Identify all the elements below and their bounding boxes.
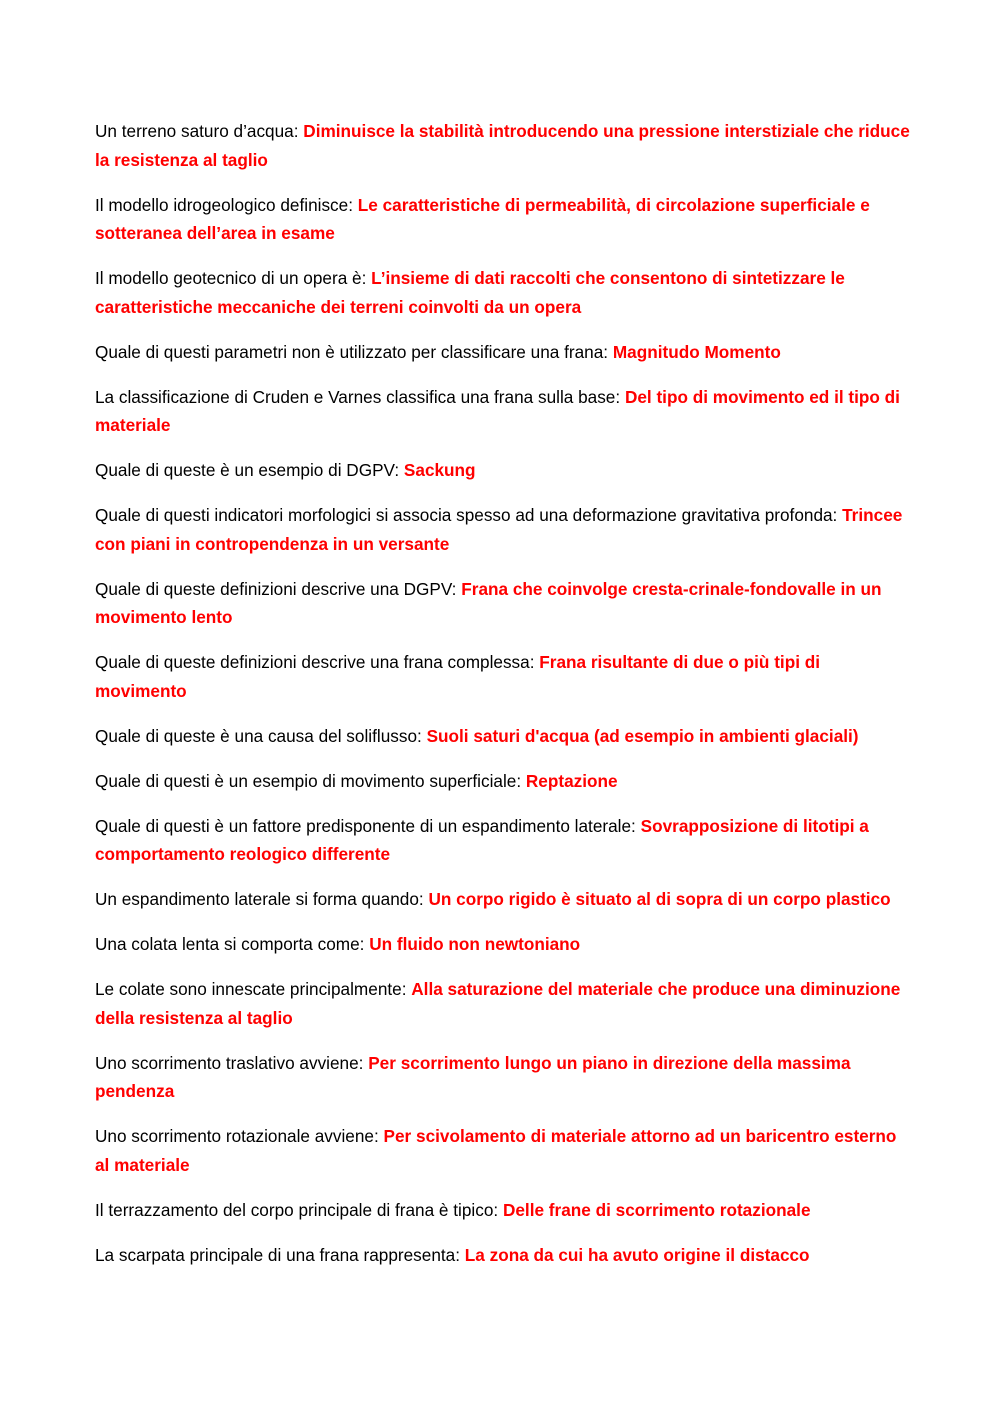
- qa-item: [95, 191, 910, 248]
- question-text: Quale di queste è una causa del soliflusso:: [95, 725, 422, 746]
- answer-text: Diminuisce la stabilità introducendo una pressione interstiziale che riduce la resistenza al taglio: [95, 121, 910, 170]
- question-text: La scarpata principale di una frana rappresenta:: [95, 1244, 460, 1265]
- answer-text: Sovrapposizione di litotipi a comportamento reologico differente: [95, 815, 869, 864]
- qa-item: [95, 264, 910, 321]
- qa-item: [95, 648, 910, 705]
- qa-item: [95, 575, 910, 632]
- answer-text: Le caratteristiche di permeabilità, di circolazione superficiale e sotteranea dell’area in esame: [95, 194, 870, 243]
- answer-text: Frana risultante di due o più tipi di movimento: [95, 652, 821, 701]
- question-text: Quale di questi indicatori morfologici si associa spesso ad una deformazione gravitativa profonda:: [95, 505, 838, 525]
- question-text: Il modello geotecnico di un opera è:: [95, 268, 367, 288]
- qa-item: [95, 1241, 910, 1270]
- question-text: Le colate sono innescate principalmente:: [95, 979, 407, 999]
- answer-text: Alla saturazione del materiale che produce una diminuzione della resistenza al taglio: [95, 979, 901, 1028]
- answer-text: Un corpo rigido è situato al di sopra di un corpo plastico: [428, 889, 891, 909]
- question-text: Quale di questi è un fattore predisponente di un espandimento laterale:: [95, 815, 636, 836]
- question-text: Il modello idrogeologico definisce:: [95, 194, 353, 215]
- answer-text: La zona da cui ha avuto origine il distacco: [464, 1244, 810, 1265]
- qa-item: [95, 1122, 910, 1179]
- question-text: La classificazione di Cruden e Varnes classifica una frana sulla base:: [95, 386, 621, 407]
- qa-item: [95, 338, 910, 367]
- qa-item: [95, 501, 910, 558]
- question-text: Un terreno saturo d’acqua:: [95, 121, 299, 141]
- qa-item: [95, 1196, 910, 1225]
- qa-item: [95, 975, 910, 1032]
- qa-item: [95, 767, 910, 796]
- question-text: Il terrazzamento del corpo principale di frana è tipico:: [95, 1199, 499, 1220]
- answer-text: Del tipo di movimento ed il tipo di materiale: [95, 386, 900, 435]
- question-text: Uno scorrimento rotazionale avviene:: [95, 1126, 379, 1146]
- answer-text: Trincee con piani in contropendenza in un versante: [95, 505, 903, 554]
- question-text: Quale di queste è un esempio di DGPV:: [95, 460, 400, 480]
- qa-item: [95, 456, 910, 485]
- question-text: Quale di questi è un esempio di movimento superficiale:: [95, 770, 522, 791]
- answer-text: Per scivolamento di materiale attorno ad un baricentro esterno al materiale: [95, 1126, 897, 1175]
- question-text: Quale di queste definizioni descrive una frana complessa:: [95, 652, 535, 672]
- qa-item: [95, 930, 910, 959]
- qa-item: [95, 885, 910, 914]
- answer-text: Suoli saturi d'acqua (ad esempio in ambienti glaciali): [426, 725, 859, 746]
- qa-item: [95, 383, 910, 440]
- answer-text: Reptazione: [525, 770, 618, 791]
- qa-item: [95, 722, 910, 751]
- question-text: Una colata lenta si comporta come:: [95, 934, 365, 954]
- answer-text: L’insieme di dati raccolti che consentono di sintetizzare le caratteristiche meccaniche dei terreni coinvolti da un opera: [95, 268, 845, 317]
- answer-text: Per scorrimento lungo un piano in direzione della massima pendenza: [95, 1052, 851, 1101]
- qa-item: [95, 812, 910, 869]
- document-page: [95, 117, 910, 1286]
- answer-text: Magnitudo Momento: [612, 341, 781, 362]
- answer-text: Sackung: [403, 460, 476, 480]
- qa-item: [95, 1049, 910, 1106]
- question-text: Quale di queste definizioni descrive una DGPV:: [95, 578, 457, 599]
- qa-item: [95, 117, 910, 174]
- answer-text: Delle frane di scorrimento rotazionale: [502, 1199, 811, 1220]
- question-text: Quale di questi parametri non è utilizzato per classificare una frana:: [95, 341, 609, 362]
- question-text: Uno scorrimento traslativo avviene:: [95, 1052, 364, 1073]
- question-text: Un espandimento laterale si forma quando:: [95, 889, 424, 909]
- answer-text: Frana che coinvolge cresta-crinale-fondovalle in un movimento lento: [95, 578, 882, 627]
- answer-text: Un fluido non newtoniano: [369, 934, 581, 954]
